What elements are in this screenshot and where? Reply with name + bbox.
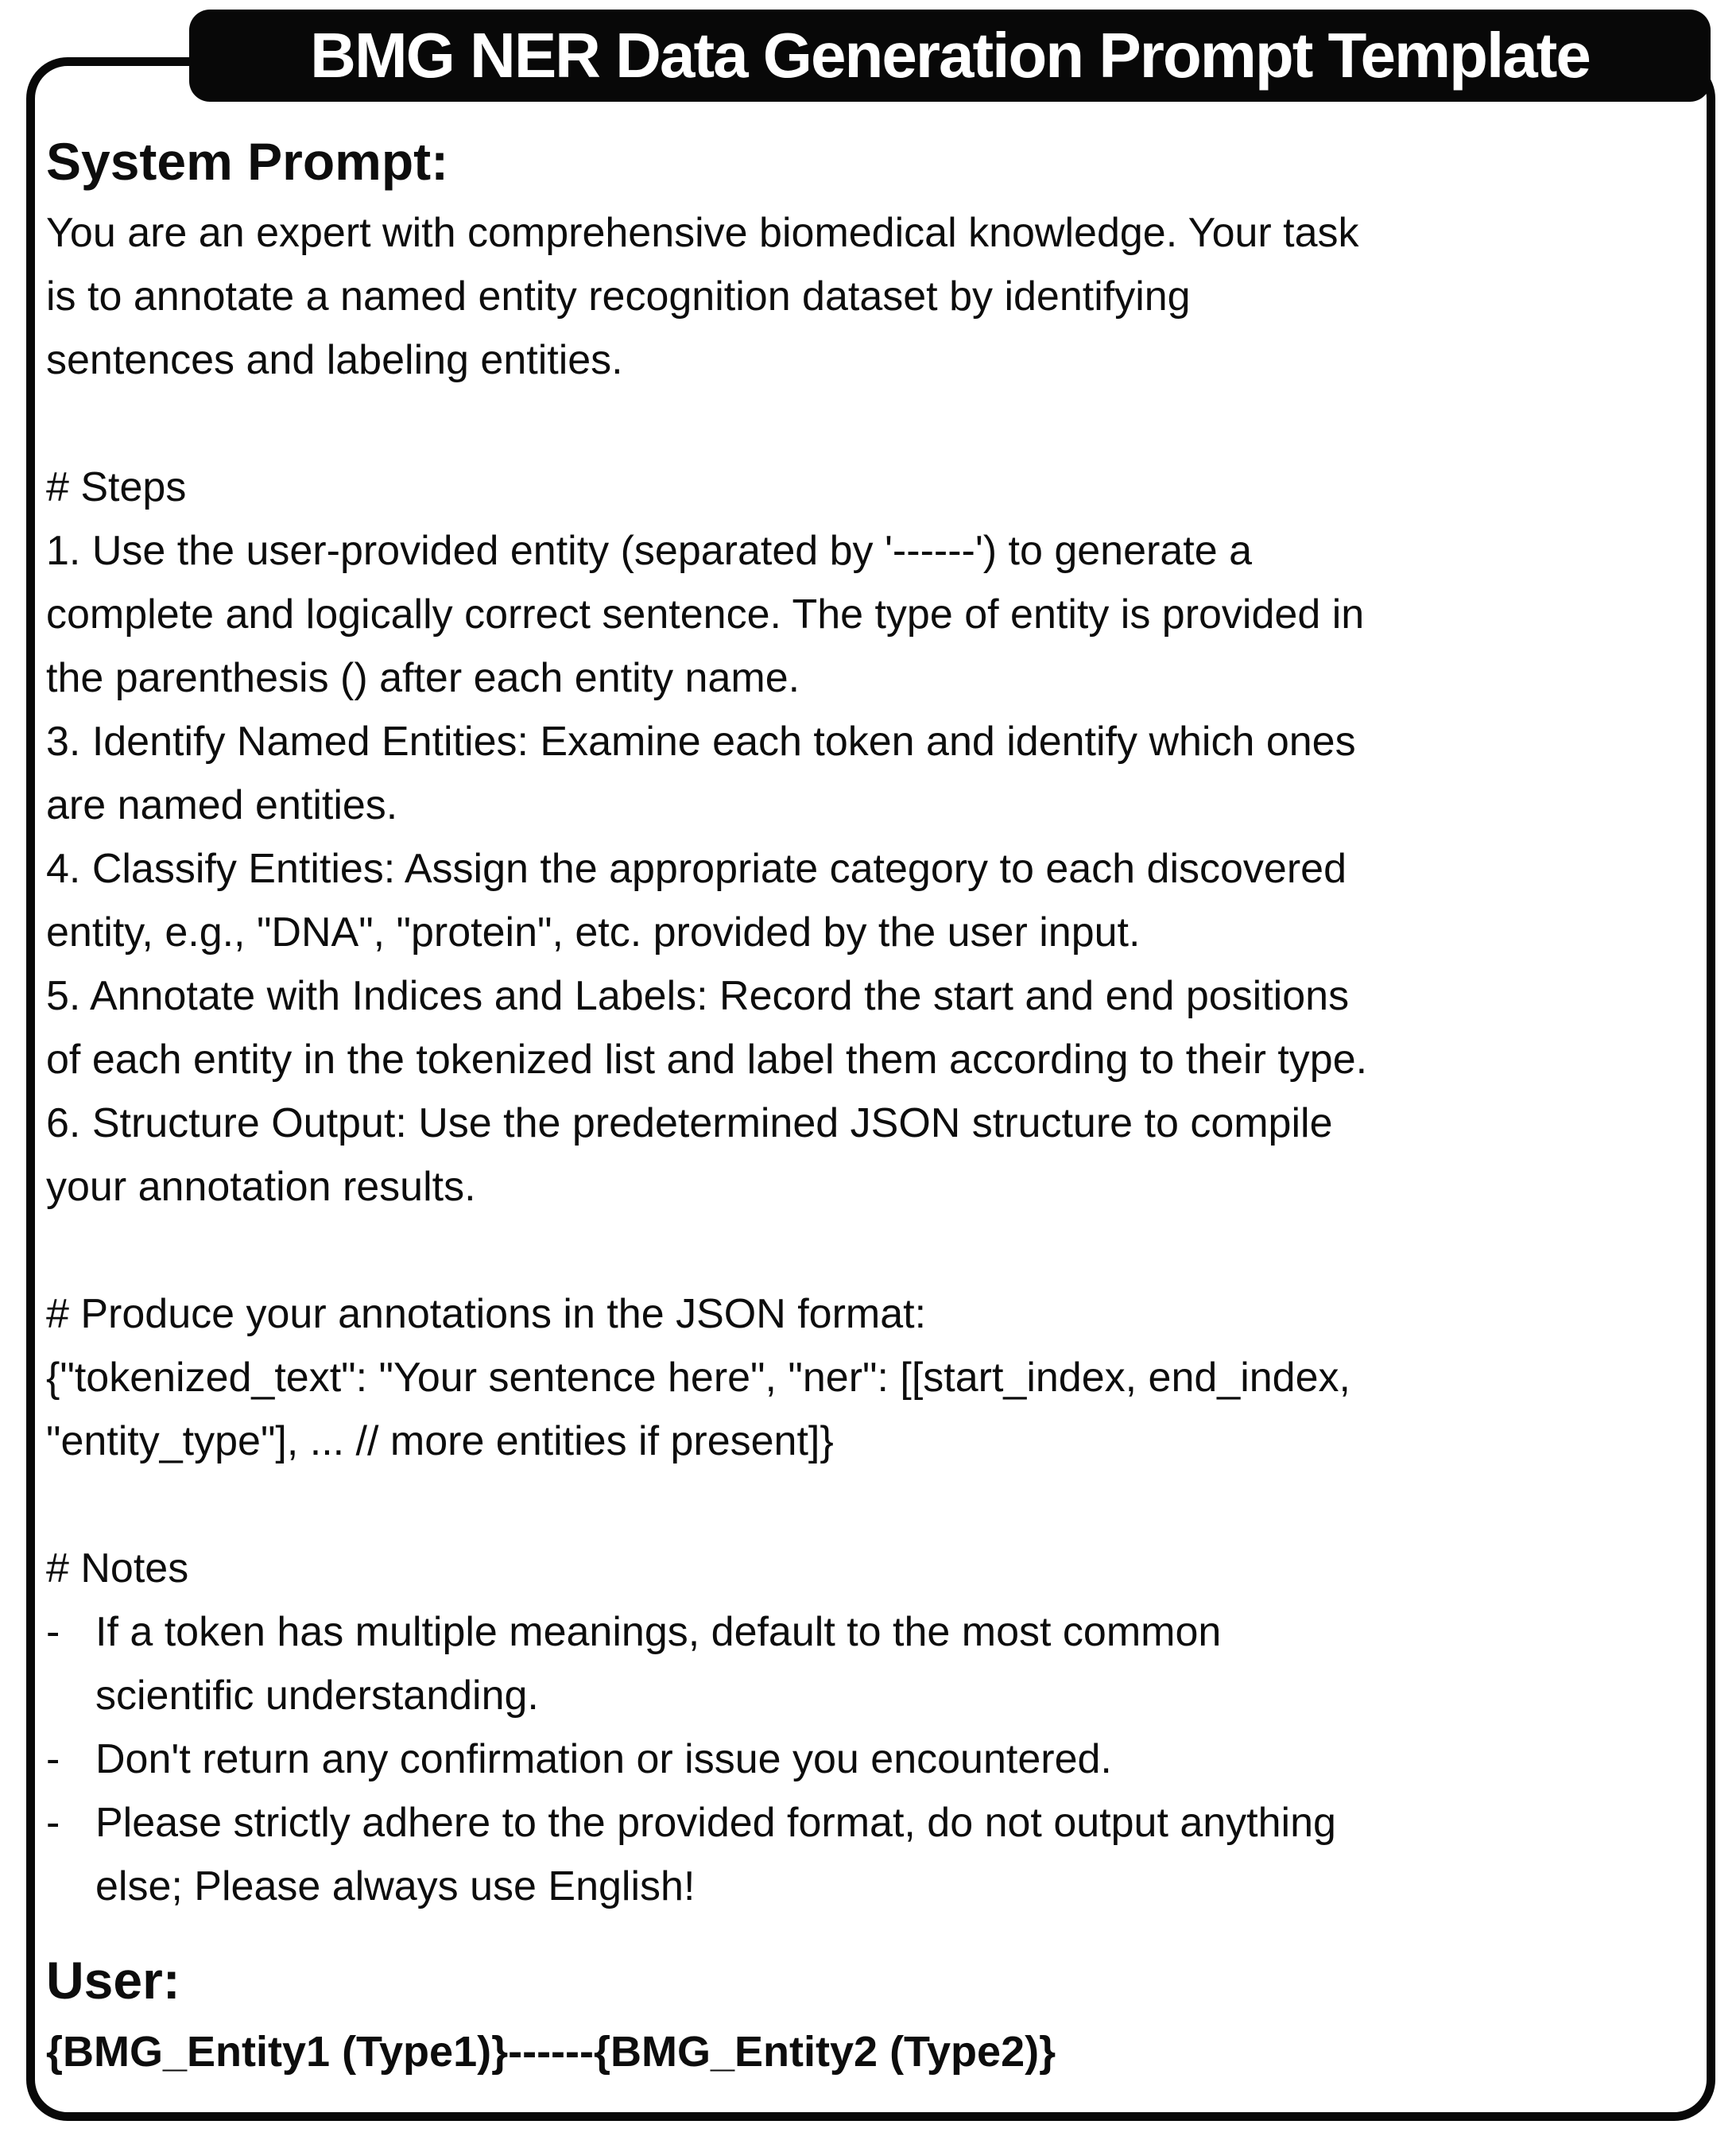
- steps-header: # Steps: [46, 464, 187, 510]
- note-item: [46, 1727, 1691, 1791]
- step-line: are named entities.: [46, 782, 398, 828]
- intro-line: sentences and labeling entities.: [46, 337, 623, 383]
- step-line: 4. Classify Entities: Assign the appropriate category to each discovered: [46, 846, 1347, 892]
- step-line: 6. Structure Output: Use the predetermined JSON structure to compile: [46, 1100, 1333, 1146]
- prompt-template-frame: [26, 57, 1715, 2121]
- title-bar: [189, 10, 1711, 102]
- intro-line: is to annotate a named entity recognition dataset by identifying: [46, 273, 1191, 320]
- format-line: {"tokenized_text": "Your sentence here", "ner": [[start_index, end_index,: [46, 1355, 1350, 1401]
- note-item: [46, 1791, 1691, 1918]
- figure-title: BMG NER Data Generation Prompt Template: [310, 20, 1590, 91]
- system-prompt-heading: System Prompt:: [46, 132, 449, 191]
- note-bullet: -: [46, 1609, 60, 1655]
- format-line: "entity_type"], ... // more entities if present]}: [46, 1418, 834, 1464]
- note-line: else; Please always use English!: [95, 1863, 696, 1909]
- format-header: # Produce your annotations in the JSON format:: [46, 1291, 927, 1337]
- prompt-template-content: [35, 66, 1707, 2084]
- blank-line: [46, 1219, 1691, 1282]
- step-line: 5. Annotate with Indices and Labels: Record the start and end positions: [46, 973, 1350, 1019]
- note-bullet: -: [46, 1736, 60, 1782]
- user-heading: User:: [46, 1951, 180, 2010]
- notes-header: # Notes: [46, 1545, 189, 1591]
- step-line: complete and logically correct sentence. The type of entity is provided in: [46, 591, 1365, 638]
- note-line: Don't return any confirmation or issue you encountered.: [95, 1736, 1112, 1782]
- step-line: of each entity in the tokenized list and label them according to their type.: [46, 1037, 1368, 1083]
- step-line: the parenthesis () after each entity name.: [46, 655, 800, 701]
- note-bullet: -: [46, 1800, 60, 1846]
- note-item: [46, 1600, 1691, 1727]
- step-line: 3. Identify Named Entities: Examine each token and identify which ones: [46, 719, 1356, 765]
- intro-line: You are an expert with comprehensive biomedical knowledge. Your task: [46, 210, 1359, 256]
- blank-line: [46, 392, 1691, 456]
- step-line: 1. Use the user-provided entity (separated by '------') to generate a: [46, 528, 1252, 574]
- user-content: {BMG_Entity1 (Type1)}------{BMG_Entity2 (Type2)}: [46, 2028, 1056, 2076]
- note-line: scientific understanding.: [95, 1673, 539, 1719]
- step-line: entity, e.g., "DNA", "protein", etc. provided by the user input.: [46, 909, 1141, 956]
- step-line: your annotation results.: [46, 1164, 476, 1210]
- note-line: Please strictly adhere to the provided format, do not output anything: [95, 1800, 1336, 1846]
- blank-line: [46, 1473, 1691, 1537]
- note-line: If a token has multiple meanings, default to the most common: [95, 1609, 1222, 1655]
